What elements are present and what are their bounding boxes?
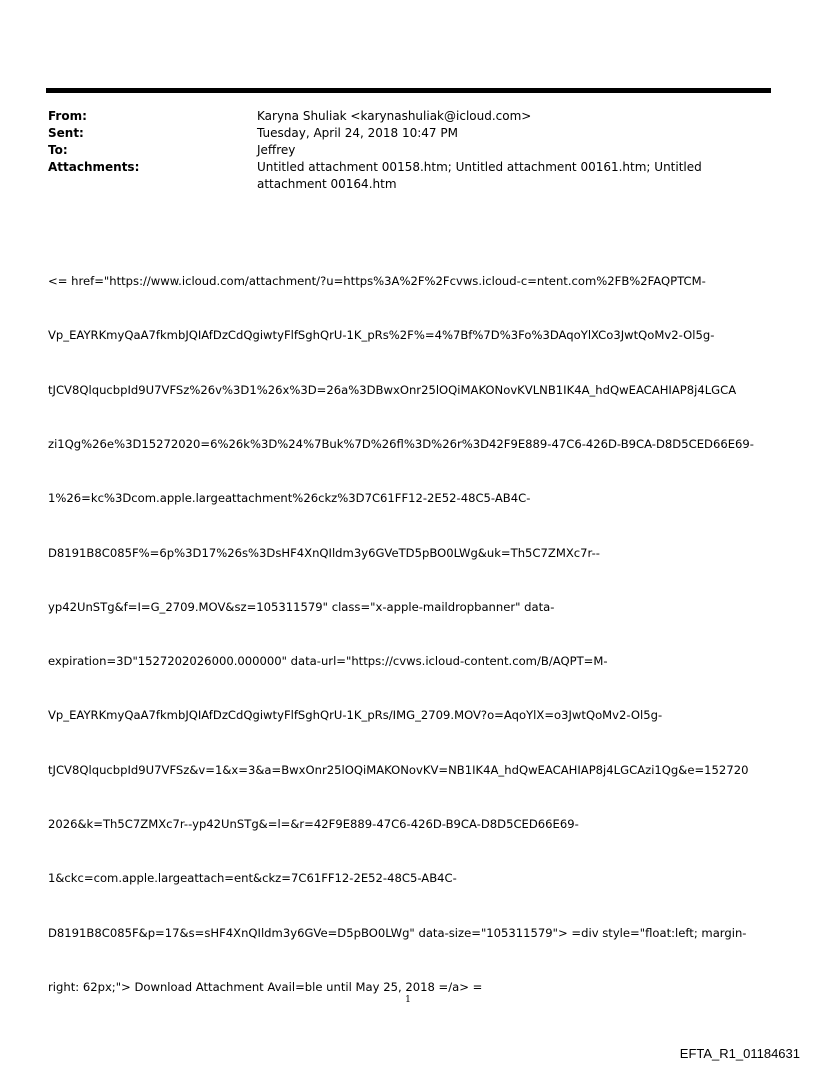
sent-label: Sent: bbox=[48, 126, 84, 140]
body-line: D8191B8C085F&p=17&s=sHF4XnQIldm3y6GVe=D5pBO0LWg" data-size="105311579"> =div style="float:left; margin- bbox=[48, 925, 747, 940]
document-id: EFTA_R1_01184631 bbox=[679, 1046, 800, 1061]
to-row bbox=[48, 142, 768, 159]
header-divider bbox=[46, 88, 771, 93]
body-line: zi1Qg%26e%3D15272020=6%26k%3D%24%7Buk%7D%26fl%3D%26r%3D42F9E889-47C6-426D-B9CA-D8D5CED66E69- bbox=[48, 437, 754, 452]
body-line: Vp_EAYRKmyQaA7fkmbJQIAfDzCdQgiwtyFlfSghQrU-1K_pRs/IMG_2709.MOV?o=AqoYlX=o3JwtQoMv2-Ol5g- bbox=[48, 708, 663, 723]
body-line: 2026&k=Th5C7ZMXc7r--yp42UnSTg&=l=&r=42F9E889-47C6-426D-B9CA-D8D5CED66E69- bbox=[48, 817, 579, 831]
email-header bbox=[48, 108, 768, 193]
to-value: Jeffrey bbox=[257, 143, 296, 157]
attachments-value: Untitled attachment 00158.htm; Untitled attachment 00161.htm; Untitled attachment 00164.htm bbox=[257, 160, 702, 191]
body-line: right: 62px;"> Download Attachment Avail=ble until May 25, 2018 =/a> = bbox=[48, 979, 483, 994]
body-line: Vp_EAYRKmyQaA7fkmbJQIAfDzCdQgiwtyFlfSghQrU-1K_pRs%2F%=4%7Bf%7D%3Fo%3DAqoYlXCo3JwtQoMv2-Ol5g- bbox=[48, 328, 715, 343]
body-line: D8191B8C085F%=6p%3D17%26s%3DsHF4XnQIldm3y6GVeTD5pBO0LWg&uk=Th5C7ZMXc7r-- bbox=[48, 545, 600, 560]
attachments-label: Attachments: bbox=[48, 160, 140, 174]
body-line: <= href="https://www.icloud.com/attachment/?u=https%3A%2F%2Fcvws.icloud-c=ntent.com%2FB%2FAQPTCM- bbox=[48, 274, 706, 289]
from-label: From: bbox=[48, 109, 87, 123]
sent-row bbox=[48, 125, 768, 142]
body-line: tJCV8QlqucbpId9U7VFSz&v=1&x=3&a=BwxOnr25lOQiMAKONovKV=NB1IK4A_hdQwEACAHIAP8j4LGCAzi1Qg&e=152720 bbox=[48, 762, 749, 777]
to-label: To: bbox=[48, 143, 68, 157]
body-line: 1%26=kc%3Dcom.apple.largeattachment%26ckz%3D7C61FF12-2E52-48C5-AB4C- bbox=[48, 491, 531, 506]
sent-value: Tuesday, April 24, 2018 10:47 PM bbox=[257, 126, 458, 140]
body-line: 1&ckc=com.apple.largeattach=ent&ckz=7C61FF12-2E52-48C5-AB4C- bbox=[48, 871, 457, 886]
body-line: expiration=3D"1527202026000.000000" data-url="https://cvws.icloud-content.com/B/AQPT=M- bbox=[48, 654, 608, 669]
body-line: yp42UnSTg&f=I=G_2709.MOV&sz=105311579" class="x-apple-maildropbanner" data- bbox=[48, 599, 555, 614]
body-line: tJCV8QlqucbpId9U7VFSz%26v%3D1%26x%3D=26a%3DBwxOnr25lOQiMAKONovKVLNB1IK4A_hdQwEACAHIAP8j4LGCA bbox=[48, 382, 737, 397]
email-body bbox=[48, 236, 771, 1014]
attachments-row bbox=[48, 159, 768, 193]
page-number: 1 bbox=[405, 995, 411, 1005]
from-value: Karyna Shuliak <karynashuliak@icloud.com> bbox=[257, 109, 532, 123]
from-row bbox=[48, 108, 768, 125]
